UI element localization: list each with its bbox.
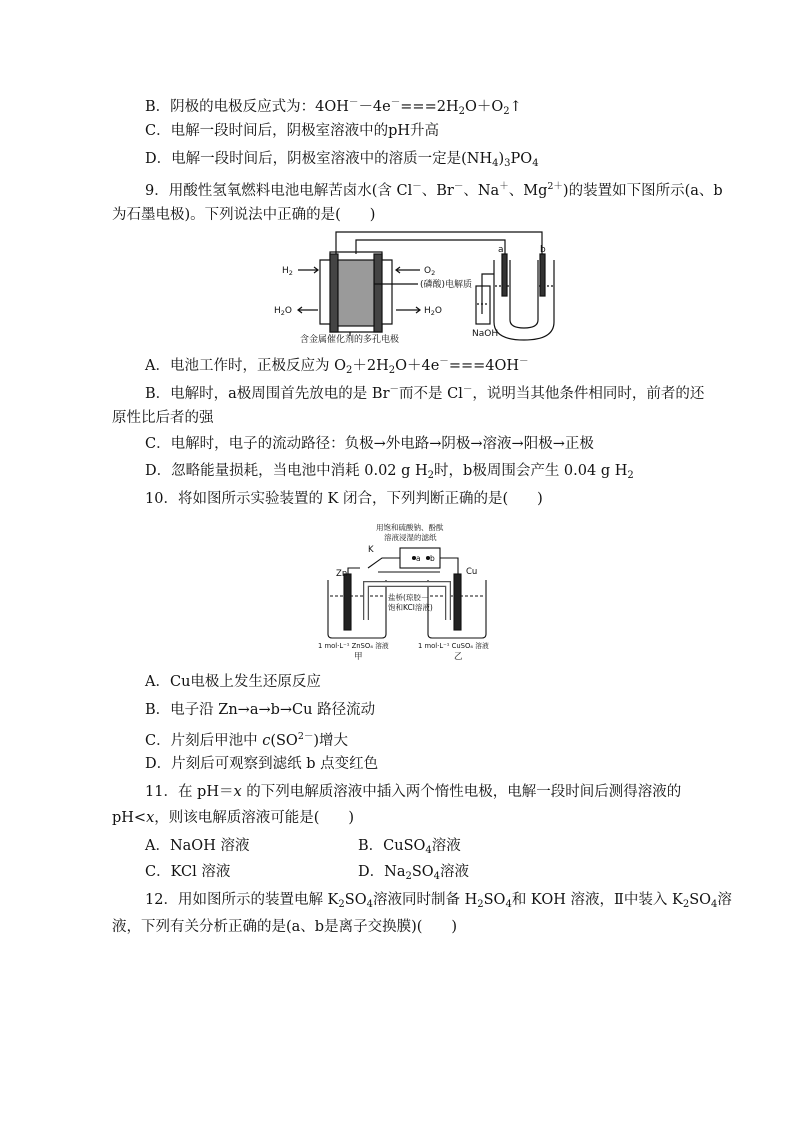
naoh-label: NaOH (472, 329, 499, 339)
wire-cu (440, 558, 458, 574)
wire-zn (348, 568, 360, 574)
q9-option-a: A．电池工作时，正极反应为 $O_2+2H_2O+4e^-===4OH^-$ (145, 356, 529, 376)
electrolyte (338, 260, 374, 326)
naoh-test-tube (476, 286, 490, 324)
q10-stem: 10．将如图所示实验装置的 K 闭合，下列判断正确的是( ) (145, 491, 543, 507)
q11-option-b: B．CuSO$_4$溶液 (358, 838, 461, 856)
q11-stem-line1: 11．在 pH＝x 的下列电解质溶液中插入两个惰性电极，电解一段时间后测得溶液的 (145, 784, 682, 800)
q10-option-c: C．片刻后甲池中 $c(SO^{2-})$增大 (145, 731, 349, 749)
electrode-a (502, 254, 507, 296)
q9-option-d: D．忽略能量损耗，当电池中消耗 0.02 g $H_2$时，b极周围会产生 0.04 g $H_2$ (145, 463, 634, 481)
salt-bridge (366, 584, 448, 620)
q9-option-c: C．电解时，电子的流动路径：负极→外电路→阴极→溶液→阳极→正极 (145, 436, 594, 452)
q11-option-a: A．NaOH 溶液 (145, 838, 250, 854)
h2o-left-label: $H_2O$ (274, 306, 293, 317)
filter-label-2: 溶液浸湿的滤纸 (384, 533, 437, 542)
q10-option-a: A．Cu电极上发生还原反应 (145, 674, 321, 690)
switch-k (368, 558, 400, 568)
bridge-label-2: 饱和KCl溶液) (388, 603, 433, 612)
q8-option-c: C．电解一段时间后，阴极室溶液中的pH升高 (145, 123, 440, 139)
q8-option-b: B．阴极的电极反应式为：$4OH^--4e^-===2H_2O+O_2↑$ (145, 97, 522, 117)
zn-label: Zn (336, 569, 348, 579)
h2o-right-label: $H_2O$ (424, 306, 443, 317)
q8-option-d: D．电解一段时间后，阴极室溶液中的溶质一定是$(NH_4)_3PO_4$ (145, 151, 539, 169)
filter-label-1: 用饱和硫酸钠、酚酞 (376, 523, 444, 532)
beaker-left (328, 580, 386, 638)
fuel-cell-electrolysis-figure (270, 224, 570, 346)
q10-option-d: D．片刻后可观察到滤纸 b 点变红色 (145, 756, 379, 772)
left-solution-label: 1 mol·L⁻¹ ZnSO₄ 溶液 (318, 642, 389, 650)
electrode-b (540, 254, 545, 296)
q9-option-b-line1: B．电解时，a极周围首先放电的是 Br－而不是 Cl－，说明当其他条件相同时，前者的还 (145, 384, 705, 402)
q12-stem-line2: 液，下列有关分析正确的是(a、b是离子交换膜)( ) (112, 919, 458, 935)
switch-label: K (368, 545, 374, 555)
q9-stem-line2: 为石墨电极)。下列说法中正确的是( ) (112, 207, 376, 223)
galvanic-cell-figure (318, 516, 500, 662)
cu-electrode (454, 574, 461, 630)
q9-option-b-line2: 原性比后者的强 (112, 410, 214, 426)
u-tube-inner (510, 260, 538, 328)
o2-label: $O_2$ (424, 266, 436, 277)
porous-electrode-right (374, 254, 382, 332)
label-a: a (498, 245, 504, 255)
porous-electrode-left (330, 254, 338, 332)
zn-electrode (344, 574, 351, 630)
q12-stem-line1: 12．用如图所示的装置电解 $K_2SO_4$溶液同时制备 $H_2SO_4$和 KOH 溶液，Ⅱ中装入 $K_2SO_4$溶 (145, 892, 732, 910)
q11-option-d: D．$Na_2SO_4$溶液 (358, 864, 470, 882)
bridge-label-1: 盐桥(琼胶－ (388, 593, 429, 602)
q10-option-b: B．电子沿 Zn→a→b→Cu 路径流动 (145, 702, 376, 718)
label-b: b (540, 245, 546, 255)
electrolyte-label: (磷酸)电解质 (420, 280, 473, 290)
q11-option-c: C．KCl 溶液 (145, 864, 231, 880)
point-a-label: a (416, 554, 421, 563)
electrode-label: 含金属催化剂的多孔电极 (300, 335, 400, 345)
q9-stem-line1: 9．用酸性氢氧燃料电池电解苦卤水(含 Cl－、Br－、Na＋、$Mg^{2+}$)的装置如下图所示(a、b (145, 181, 723, 199)
cu-label: Cu (466, 567, 478, 577)
right-solution-label: 1 mol·L⁻¹ CuSO₄ 溶液 (418, 642, 489, 650)
cell-yi: 乙 (454, 652, 463, 662)
cell-jia: 甲 (354, 652, 363, 662)
point-b-label: b (430, 554, 435, 563)
h2-label: $H_2$ (282, 266, 293, 277)
q11-stem-line2: pH<x，则该电解质溶液可能是( ) (112, 810, 355, 826)
